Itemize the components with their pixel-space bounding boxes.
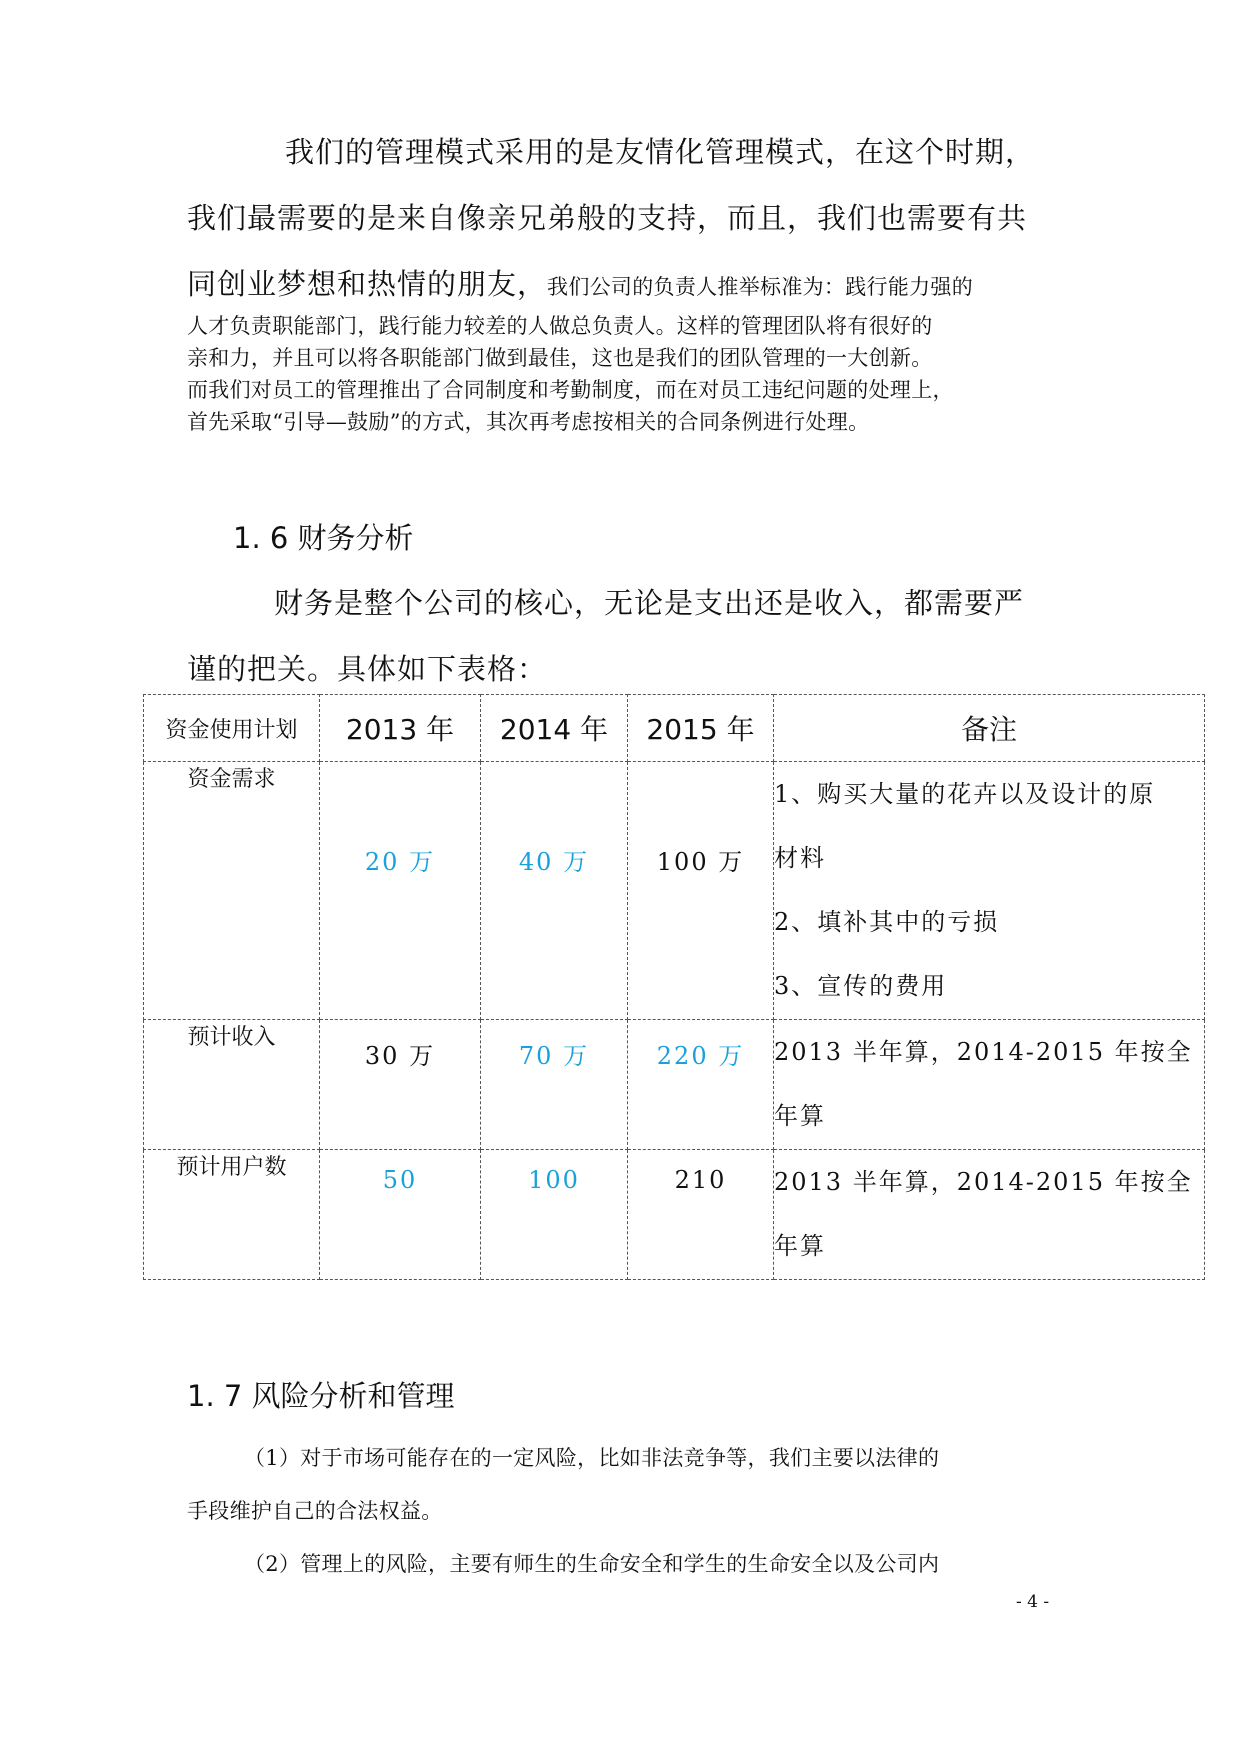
note-line: 1、购买大量的花卉以及设计的原 — [774, 780, 1156, 808]
para1-line3 — [187, 262, 973, 303]
cell-2015: 220 万 — [628, 1020, 774, 1150]
cell-note — [774, 1150, 1205, 1280]
para1-line7: 首先采取“引导—鼓励”的方式，其次再考虑按相关的合同条例进行处理。 — [187, 410, 870, 434]
row-label: 资金需求 — [144, 762, 320, 1020]
table-row — [144, 1020, 1205, 1150]
row-label: 预计用户数 — [144, 1150, 320, 1280]
header-plan: 资金使用计划 — [144, 695, 320, 762]
table-row — [144, 1150, 1205, 1280]
para1-line6: 而我们对员工的管理推出了合同制度和考勤制度，而在对员工违纪问题的处理上， — [187, 378, 954, 402]
note-line: 3、宣传的费用 — [774, 972, 948, 1000]
row-label: 预计收入 — [144, 1020, 320, 1150]
table-header-row — [144, 695, 1205, 762]
para1-line3-small: 我们公司的负责人推举标准为：践行能力强的 — [547, 275, 974, 299]
section-1-6-line1: 财务是整个公司的核心，无论是支出还是收入，都需要严 — [274, 586, 1025, 620]
cell-2014: 40 万 — [481, 762, 628, 1020]
note-line: 年算 — [774, 1232, 826, 1260]
section-1-6-title: 1. 6 财务分析 — [233, 521, 414, 555]
header-2014: 2014 年 — [481, 695, 628, 762]
cell-2015: 100 万 — [628, 762, 774, 1020]
para1-line1: 我们的管理模式采用的是友情化管理模式，在这个时期， — [285, 135, 1036, 169]
para1-line4: 人才负责职能部门，践行能力较差的人做总负责人。这样的管理团队将有很好的 — [187, 314, 933, 338]
cell-2014: 100 — [481, 1150, 628, 1280]
cell-2015: 210 — [628, 1150, 774, 1280]
section-1-7-title: 1. 7 风险分析和管理 — [187, 1379, 455, 1413]
para1-line2: 我们最需要的是来自像亲兄弟般的支持，而且，我们也需要有共 — [187, 201, 1028, 235]
section-1-6-line2: 谨的把关。具体如下表格： — [187, 652, 548, 686]
note-line: 材料 — [774, 844, 826, 872]
para1-line5: 亲和力，并且可以将各职能部门做到最佳，这也是我们的团队管理的一大创新。 — [187, 346, 933, 370]
page-number: - 4 - — [1016, 1592, 1050, 1612]
cell-2014: 70 万 — [481, 1020, 628, 1150]
section-1-7-p2-line1: （2）管理上的风险，主要有师生的生命安全和学生的生命安全以及公司内 — [244, 1552, 940, 1576]
note-line: 年算 — [774, 1102, 826, 1130]
cell-2013: 20 万 — [320, 762, 481, 1020]
cell-2013: 30 万 — [320, 1020, 481, 1150]
header-2015: 2015 年 — [628, 695, 774, 762]
note-line: 2013 半年算，2014-2015 年按全 — [774, 1168, 1193, 1196]
cell-note — [774, 1020, 1205, 1150]
finance-table — [143, 694, 1205, 1280]
note-line: 2、填补其中的亏损 — [774, 908, 1000, 936]
cell-note — [774, 762, 1205, 1020]
section-1-7-p1-line1: （1）对于市场可能存在的一定风险，比如非法竞争等，我们主要以法律的 — [244, 1446, 940, 1470]
header-2013: 2013 年 — [320, 695, 481, 762]
note-line: 2013 半年算，2014-2015 年按全 — [774, 1038, 1193, 1066]
para1-line3-big: 同创业梦想和热情的朋友， — [187, 267, 548, 301]
header-note: 备注 — [774, 695, 1205, 762]
section-1-7-p1-line2: 手段维护自己的合法权益。 — [187, 1499, 443, 1523]
cell-2013: 50 — [320, 1150, 481, 1280]
table-row — [144, 762, 1205, 1020]
